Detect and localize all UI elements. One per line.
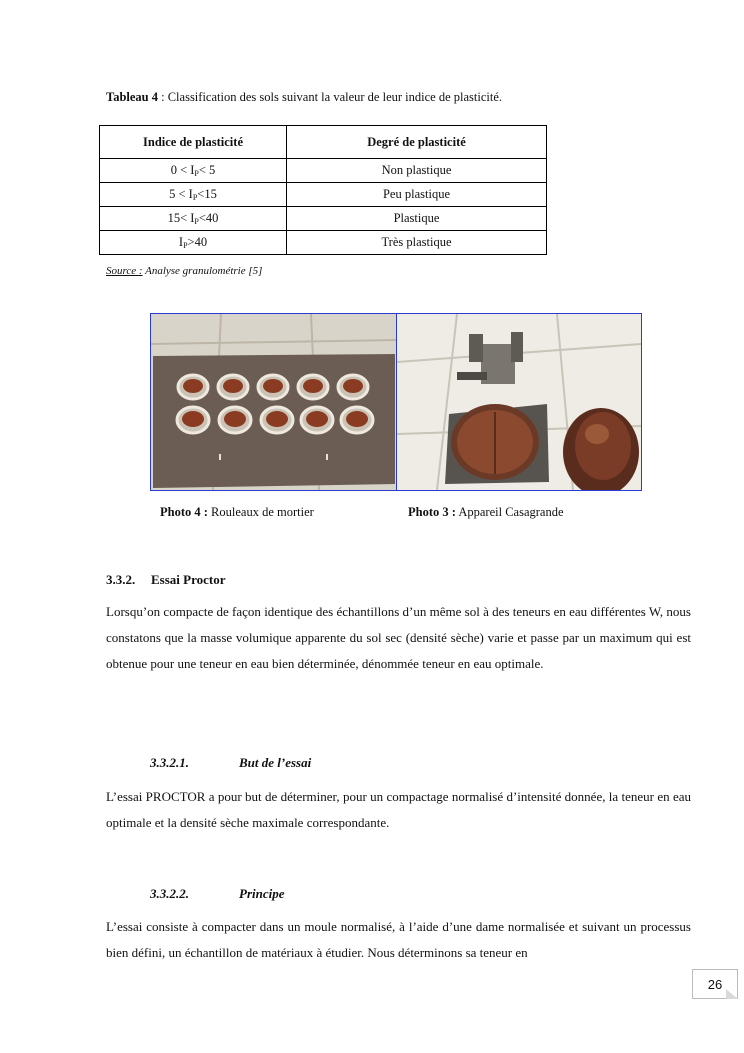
plasticity-table xyxy=(99,125,547,255)
degree-cell: Très plastique xyxy=(287,231,547,255)
section-intro-paragraph: Lorsqu’on compacte de façon identique des échantillons d’un même sol à des teneurs en eau différentes W, nous constatons que la masse volumique apparente du sol sec (densité sèche) varie et passe par un maximum qui est obtenue pour une teneur en eau bien déterminée, dénommée teneur en eau optimale. xyxy=(106,604,691,671)
section-title: Essai Proctor xyxy=(151,572,226,587)
degree-cell: Plastique xyxy=(287,207,547,231)
photo-row xyxy=(150,313,642,491)
source-label: Source : xyxy=(106,265,143,277)
section-heading xyxy=(106,572,226,588)
table-caption-text: : Classification des sols suivant la valeur de leur indice de plasticité. xyxy=(158,90,503,104)
photo-4-text: Rouleaux de mortier xyxy=(207,505,314,519)
table-caption xyxy=(106,90,502,105)
degree-cell: Non plastique xyxy=(287,159,547,183)
index-cell: $I_P>40$ xyxy=(100,231,287,255)
page-number xyxy=(692,969,738,999)
index-cell: $15< I_P<40$ xyxy=(100,207,287,231)
photo-4-label: Photo 4 : xyxy=(160,505,208,519)
page-number-text: 26 xyxy=(707,976,723,992)
subsection-number: 3.3.2.1. xyxy=(150,755,189,770)
subsection-paragraph: L’essai PROCTOR a pour but de déterminer, pour un compactage normalisé d’intensité donnée, la teneur en eau optimale et la densité sèche maximale correspondante. xyxy=(106,789,691,830)
table-header-row xyxy=(100,126,547,159)
page-curl-icon xyxy=(726,989,738,999)
header-plasticity-degree: Degré de plasticité xyxy=(287,126,547,159)
table-row xyxy=(100,183,547,207)
subsection-title: Principe xyxy=(239,886,285,901)
index-cell: $0 < I_P< 5$ xyxy=(100,159,287,183)
index-cell: $5 < I_P<15$ xyxy=(100,183,287,207)
subsection-heading xyxy=(150,755,311,771)
mortar-rolls-photo xyxy=(150,313,397,491)
subsection-title: But de l’essai xyxy=(239,755,312,770)
photo-4-caption xyxy=(160,505,314,520)
section-number: 3.3.2. xyxy=(106,572,136,587)
subsection-heading xyxy=(150,886,285,902)
photo-3-text: Appareil Casagrande xyxy=(455,505,564,519)
photo-3-label: Photo 3 : xyxy=(408,505,456,519)
subsection-number: 3.3.2.2. xyxy=(150,886,189,901)
subsection-paragraph: L’essai consiste à compacter dans un moule normalisé, à l’aide d’une dame normalisée et suivant un processus bien défini, un échantillon de matériaux à étudier. Nous déterminons sa teneur en xyxy=(106,919,691,960)
header-plasticity-index: Indice de plasticité xyxy=(100,126,287,159)
source-text: Analyse granulométrie [5] xyxy=(142,265,263,277)
photo-3-caption xyxy=(408,505,564,520)
table-caption-label: Tableau 4 xyxy=(106,90,158,104)
degree-cell: Peu plastique xyxy=(287,183,547,207)
table-row xyxy=(100,159,547,183)
casagrande-apparatus-photo xyxy=(396,313,642,491)
table-source xyxy=(106,265,262,277)
table-row xyxy=(100,231,547,255)
table-row xyxy=(100,207,547,231)
